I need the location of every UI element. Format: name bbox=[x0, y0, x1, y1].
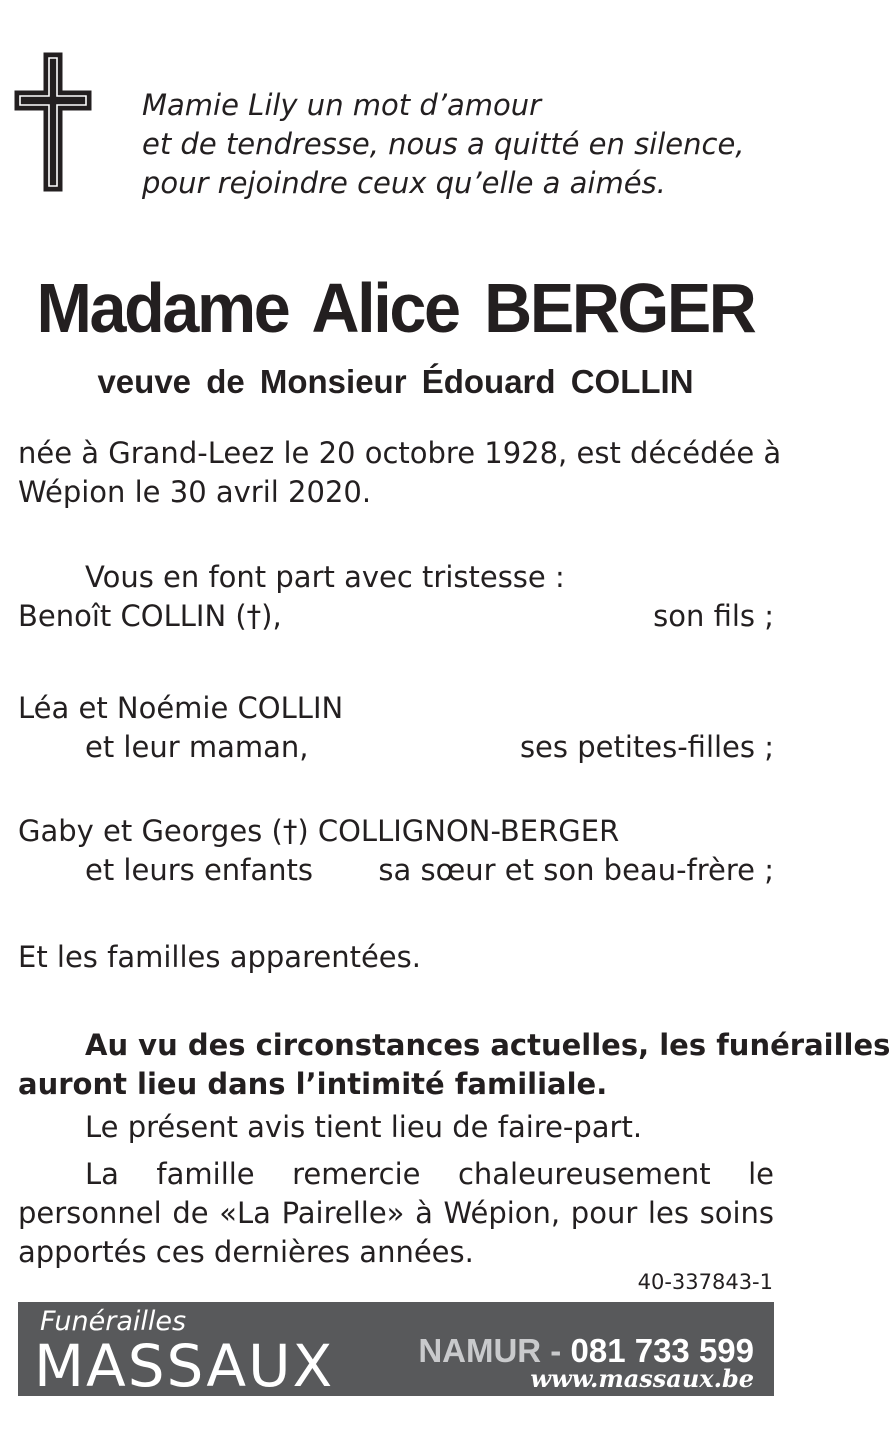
reference-number: 40-337843-1 bbox=[637, 1270, 773, 1294]
announcement bbox=[18, 558, 774, 636]
announcement-text: Vous en font part avec tristesse : bbox=[85, 560, 565, 594]
poem-line: et de tendresse, nous a quitté en silence, bbox=[142, 127, 745, 161]
notice bbox=[18, 1108, 774, 1147]
family-relation: ses petites-filles ; bbox=[519, 730, 774, 764]
funeral-home-banner bbox=[18, 1302, 774, 1400]
family-name: Benoît COLLIN (†), bbox=[18, 599, 282, 633]
phone-number: 081 733 599 bbox=[570, 1332, 754, 1369]
birth-death-info bbox=[18, 434, 782, 512]
city: NAMUR - bbox=[418, 1332, 562, 1369]
family-entry-sister bbox=[18, 812, 774, 890]
birth-death-line: Wépion le 30 avril 2020. bbox=[18, 475, 372, 509]
family-sub: et leurs enfants bbox=[85, 853, 314, 887]
circumstances-line: Au vu des circonstances actuelles, les funérailles bbox=[85, 1028, 890, 1062]
latin-cross-icon bbox=[14, 52, 92, 192]
family-entry-granddaughters bbox=[18, 689, 774, 767]
poem bbox=[142, 86, 745, 203]
family-relation: son fils ; bbox=[653, 599, 774, 633]
funeral-home-brand: MASSAUX bbox=[34, 1332, 335, 1400]
funeral-label: Funérailles bbox=[40, 1306, 187, 1337]
thanks-text: La famille remercie chaleureusement le personnel de «La Pairelle» à Wépion, pour les soins apportés ces dernières années. bbox=[18, 1157, 774, 1269]
family-name: Léa et Noémie COLLIN bbox=[18, 691, 344, 725]
family-sub-row bbox=[18, 728, 774, 767]
family-name: Gaby et Georges (†) COLLIGNON-BERGER bbox=[18, 814, 620, 848]
widow-of: veuve de Monsieur Édouard COLLIN bbox=[97, 363, 694, 400]
website: www.massaux.be bbox=[530, 1364, 754, 1393]
family-sub: et leur maman, bbox=[85, 730, 309, 764]
related-families: Et les familles apparentées. bbox=[18, 940, 421, 974]
circumstances-notice bbox=[18, 1026, 890, 1104]
poem-line: pour rejoindre ceux qu’elle a aimés. bbox=[142, 166, 666, 200]
birth-death-line: née à Grand-Leez le 20 octobre 1928, est décédée à bbox=[18, 436, 782, 470]
deceased-name: Madame Alice BERGER bbox=[36, 269, 755, 347]
circumstances-line: auront lieu dans l’intimité familiale. bbox=[18, 1067, 608, 1101]
family-relation: sa sœur et son beau-frère ; bbox=[378, 853, 774, 887]
notice-text: Le présent avis tient lieu de faire-part. bbox=[85, 1110, 643, 1144]
family-entry-son bbox=[18, 597, 774, 636]
poem-line: Mamie Lily un mot d’amour bbox=[142, 88, 542, 122]
family-sub-row bbox=[18, 851, 774, 890]
